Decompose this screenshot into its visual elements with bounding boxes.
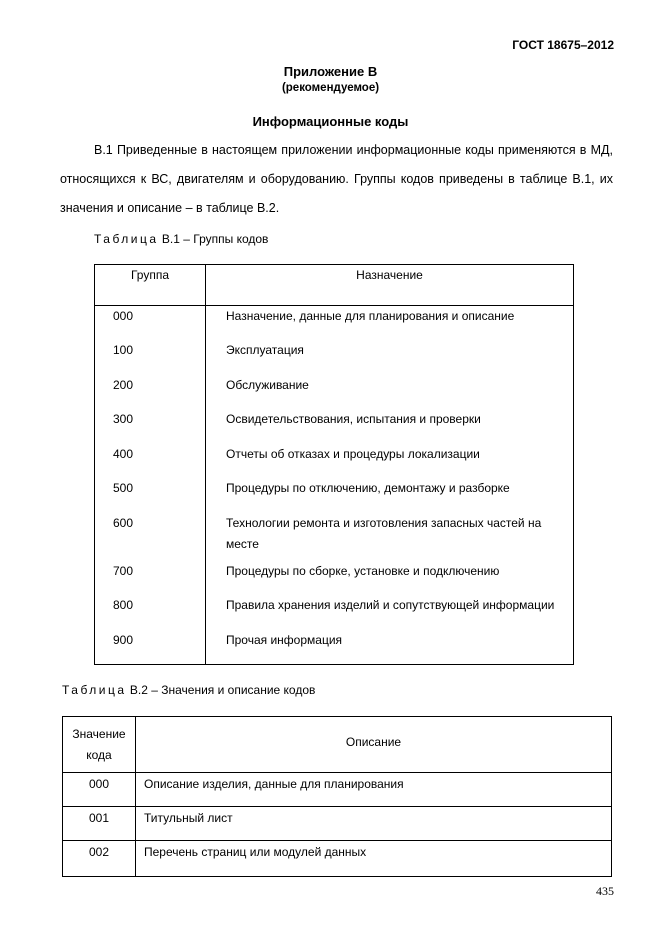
code-value: 001 [63,807,136,841]
table-row [95,595,574,630]
group-purpose: Эксплуатация [226,343,304,357]
table-row [95,444,574,479]
group-purpose: Технологии ремонта и изготовления запасных частей на месте [226,515,542,551]
appendix-title: Приложение В [283,64,378,79]
table-row [95,375,574,410]
group-purpose: Правила хранения изделий и сопутствующей информации [226,598,555,612]
table-row [63,841,612,877]
group-purpose: Обслуживание [226,377,309,392]
table2-caption-word: Таблица [62,683,127,697]
group-code: 900 [95,630,206,665]
code-description: Титульный лист [136,807,612,841]
group-code: 300 [95,409,206,444]
code-description: Перечень страниц или модулей данных [144,845,367,859]
table-row [95,561,574,596]
page-number: 435 [596,884,614,898]
group-purpose: Процедуры по сборке, установке и подключению [226,563,500,578]
group-purpose: Процедуры по отключению, демонтажу и разборке [226,481,510,495]
group-purpose: Назначение, данные для планирования и описание [226,309,515,323]
table-row [95,630,574,665]
table-row [63,807,612,841]
code-description: Описание изделия, данные для планирования [136,773,612,807]
table1-caption-word: Таблица [94,232,159,246]
groups-table [94,264,574,665]
code-value: 000 [63,773,136,807]
group-code: 500 [95,478,206,513]
code-value: 002 [63,841,136,877]
table1-body [95,306,574,665]
group-purpose: Прочая информация [226,632,343,647]
table-row [95,513,574,561]
table2-caption-text: В.2 – Значения и описание кодов [126,683,316,697]
group-code: 000 [95,306,206,341]
document-code: ГОСТ 18675–2012 [512,38,614,52]
table-row [95,409,574,444]
table1-caption [94,232,268,246]
intro-paragraph: В.1 Приведенные в настоящем приложении информационные коды применяются в МД, относящихся к ВС, двигателям и оборудованию. Группы кодов приведены в таблице В.1, их значения и описание – в таблице В.2. [60,143,613,215]
table-row [63,773,612,807]
group-code: 800 [95,595,206,630]
table1-header-group: Группа [95,265,206,306]
table2-caption [62,683,315,697]
group-purpose: Освидетельствования, испытания и проверки [226,412,481,426]
codes-table [62,716,612,877]
group-code: 700 [95,561,206,596]
table-row [95,306,574,341]
table1-header-purpose: Назначение [206,265,574,306]
table2-header-code: Значение кода [63,717,136,773]
table-row [95,478,574,513]
table2-header-description: Описание [136,717,612,773]
appendix-subtitle: (рекомендуемое) [281,82,380,94]
section-title: Информационные коды [252,114,409,129]
group-code: 400 [95,444,206,479]
group-code: 100 [95,340,206,375]
table-row [95,340,574,375]
group-purpose: Отчеты об отказах и процедуры локализации [226,446,480,461]
table2-body [63,773,612,877]
table1-caption-text: В.1 – Группы кодов [158,232,269,246]
group-code: 600 [95,513,206,561]
group-code: 200 [95,375,206,410]
